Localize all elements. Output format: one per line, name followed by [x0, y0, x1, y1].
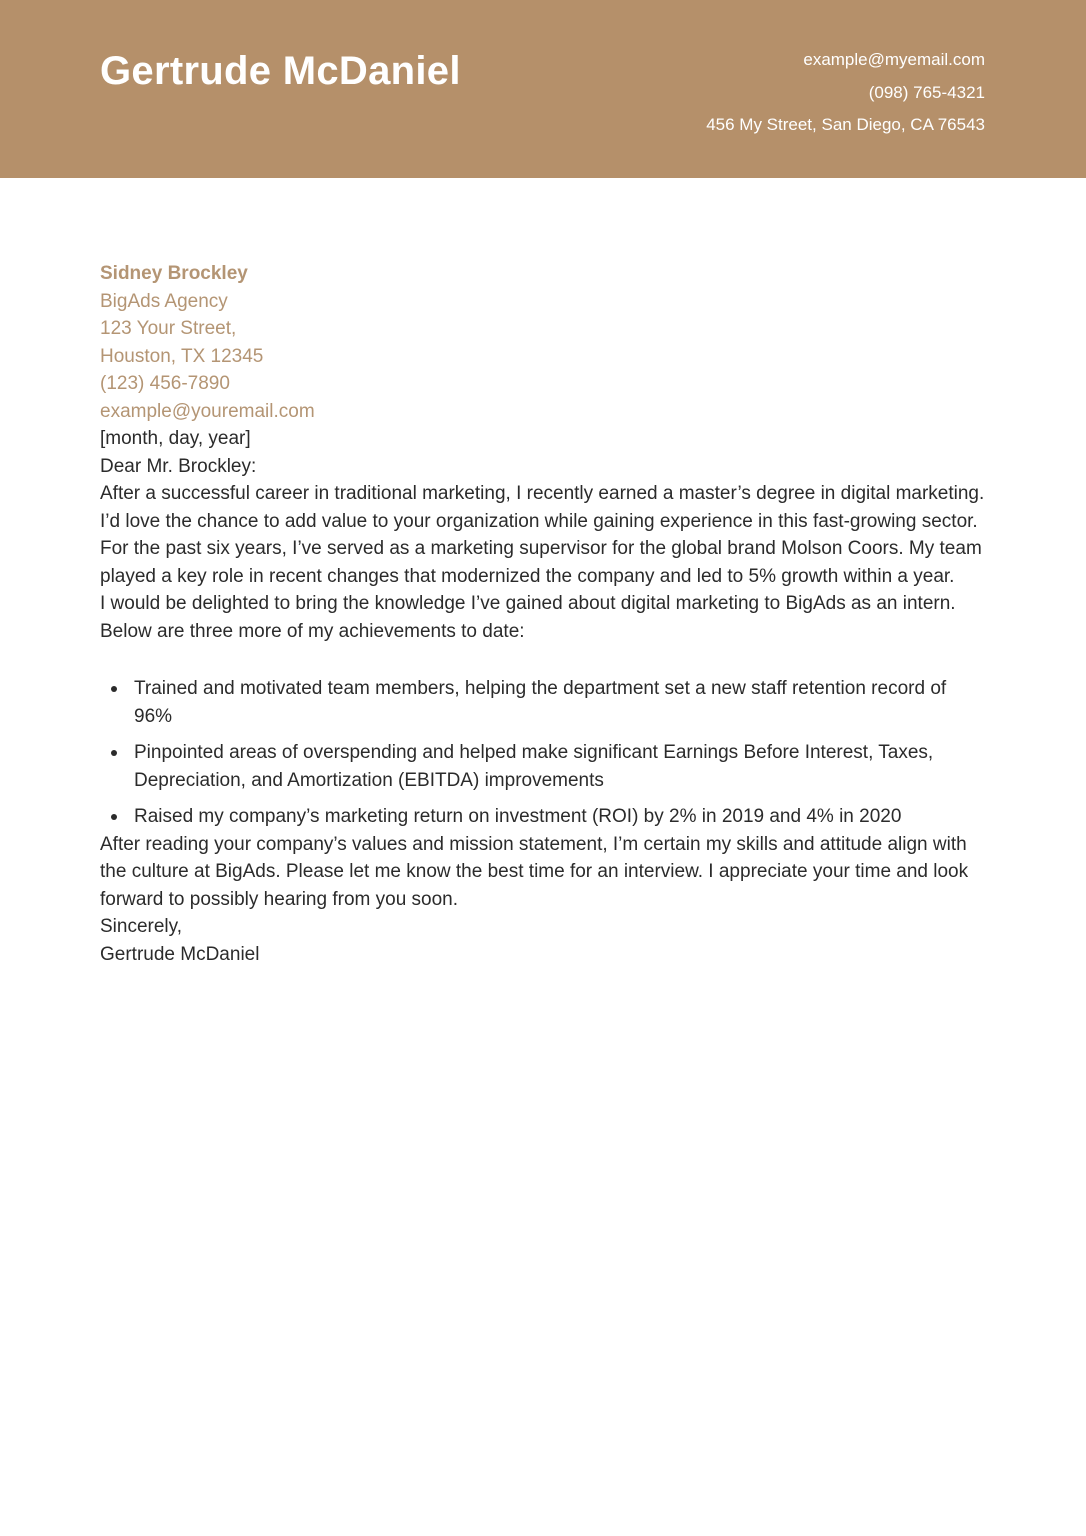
list-item	[134, 675, 986, 730]
applicant-email: example@myemail.com	[803, 50, 985, 69]
recipient-name: Sidney Brockley	[100, 263, 248, 284]
list-item-text: Pinpointed areas of overspending and helped make significant Earnings Before Interest, Taxes, Depreciation, and Amortization (EBITDA) improvements	[134, 742, 934, 791]
signoff: Sincerely,	[100, 916, 183, 937]
recipient-street: 123 Your Street,	[100, 318, 237, 339]
recipient-city: Houston, TX 12345	[100, 345, 264, 367]
recipient-phone: (123) 456-7890	[100, 373, 230, 394]
applicant-phone: (098) 765-4321	[868, 82, 985, 102]
list-item	[134, 803, 986, 831]
date-placeholder: [month, day, year]	[100, 428, 251, 449]
recipient-company: BigAds Agency	[100, 290, 228, 312]
bullet-icon	[111, 686, 117, 692]
recipient-block	[100, 260, 986, 425]
list-item-text: Trained and motivated team members, helping the department set a new staff retention record of 96%	[134, 678, 947, 727]
paragraph-achievements-lead: I would be delighted to bring the knowledge I’ve gained about digital marketing to BigAds as an intern. Below are three more of my achievements to date:	[100, 593, 956, 642]
applicant-name: Gertrude McDaniel	[100, 49, 461, 93]
paragraph-closing: After reading your company’s values and mission statement, I’m certain my skills and attitude align with the culture at BigAds. Please let me know the best time for an interview. I appreciate your time and look forward to possibly hearing from you soon.	[100, 833, 969, 910]
paragraph-intro: After a successful career in traditional marketing, I recently earned a master’s degree in digital marketing. I’d love the chance to add value to your organization while gaining experience in this fast-growing sector.	[100, 483, 985, 532]
recipient-email: example@youremail.com	[100, 400, 315, 422]
list-item	[134, 739, 986, 794]
bullet-icon	[111, 814, 117, 820]
bullet-icon	[111, 750, 117, 756]
header-contact-block	[706, 44, 985, 142]
achievements-list	[100, 675, 986, 831]
letter-body	[0, 260, 1086, 968]
paragraph-experience: For the past six years, I’ve served as a marketing supervisor for the global brand Molson Coors. My team played a key role in recent changes that modernized the company and led to 5% growth within a year.	[100, 538, 982, 587]
applicant-address: 456 My Street, San Diego, CA 76543	[706, 115, 985, 134]
salutation: Dear Mr. Brockley:	[100, 455, 257, 477]
signature-name: Gertrude McDaniel	[100, 943, 260, 965]
header-band	[0, 0, 1086, 178]
list-item-text: Raised my company’s marketing return on investment (ROI) by 2% in 2019 and 4% in 2020	[134, 806, 902, 827]
